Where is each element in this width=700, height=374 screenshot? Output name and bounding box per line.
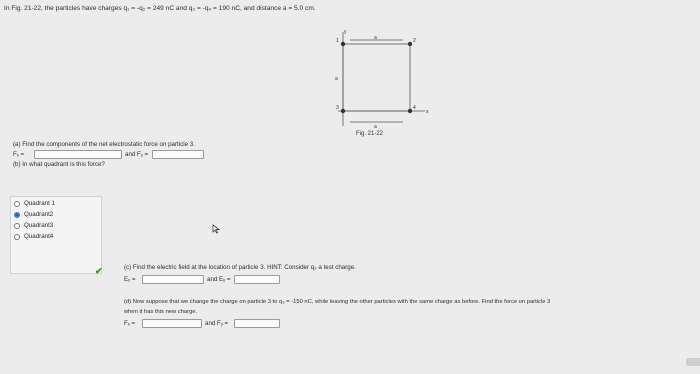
problem-statement: In Fig. 21-22, the particles have charges q₁ = -q₂ = 249 nC and q₃ = -q₄ = 190 nC, and distance a = 5.0 cm. xyxy=(4,5,316,12)
part-b-prompt: (b) In what quadrant is this force? xyxy=(13,161,105,168)
mouse-cursor-icon xyxy=(212,224,220,234)
option-label: Quadrant 1 xyxy=(24,200,55,207)
radio-quadrant-4[interactable] xyxy=(14,234,20,240)
part-c-ex-input[interactable] xyxy=(142,275,204,284)
part-d-prompt: (d) Now suppose that we change the charge on particle 3 to q₃ = -150 nC, while leaving the other particles with the same charge as before. Find the force on particle 3 xyxy=(124,299,551,305)
radio-quadrant-1[interactable] xyxy=(14,201,20,207)
option-label: Quadrant4 xyxy=(24,233,54,240)
particle-3 xyxy=(341,109,345,113)
option-quadrant-2[interactable] xyxy=(14,211,53,218)
part-d-fy-input[interactable] xyxy=(234,319,280,328)
part-c-prompt: (c) Find the electric field at the location of particle 3. HINT: Consider q₃ a test charge. xyxy=(124,264,356,271)
particle-2 xyxy=(408,42,412,46)
part-a-prompt: (a) Find the components of the net electrostatic force on particle 3. xyxy=(13,141,195,148)
label-particle-3: 3 xyxy=(336,105,339,111)
figure-caption: Fig. 21-22 xyxy=(356,131,384,137)
part-c-ex-label: Eₓ = xyxy=(124,276,136,283)
label-particle-4: 4 xyxy=(413,105,416,111)
option-label: Quadrant2 xyxy=(24,211,54,218)
part-c-ey-input[interactable] xyxy=(234,275,280,284)
part-d-fx-input[interactable] xyxy=(142,319,202,328)
side-panel-tab[interactable] xyxy=(686,358,700,366)
option-label: Quadrant3 xyxy=(24,222,54,229)
x-axis-label: x xyxy=(426,109,429,115)
label-particle-2: 2 xyxy=(413,38,416,44)
radio-quadrant-2-selected[interactable] xyxy=(14,212,20,218)
part-d-fx-label: Fₓ = xyxy=(124,320,136,327)
dim-a-bottom: a xyxy=(374,124,377,130)
particle-4 xyxy=(408,109,412,113)
part-d-prompt-cont: when it has this new charge. xyxy=(124,309,198,315)
option-quadrant-1[interactable] xyxy=(14,200,55,207)
dim-a-top: a xyxy=(374,35,377,41)
particle-1 xyxy=(341,42,345,46)
part-c-ey-label: and Eᵧ = xyxy=(207,276,231,283)
dim-a-left: a xyxy=(335,76,338,82)
part-a-fy-label: and Fᵧ = xyxy=(125,151,149,158)
radio-quadrant-3[interactable] xyxy=(14,223,20,229)
part-d-fy-label: and Fᵧ = xyxy=(205,320,229,327)
figure-21-22 xyxy=(330,28,430,130)
option-quadrant-4[interactable] xyxy=(14,233,53,240)
part-a-fx-label: Fₓ = xyxy=(13,151,25,158)
y-axis-label: y xyxy=(344,29,347,35)
part-a-fx-input[interactable] xyxy=(34,150,122,159)
option-quadrant-3[interactable] xyxy=(14,222,53,229)
label-particle-1: 1 xyxy=(336,38,339,44)
correct-check-icon: ✔ xyxy=(95,266,103,276)
part-a-fy-input[interactable] xyxy=(152,150,204,159)
